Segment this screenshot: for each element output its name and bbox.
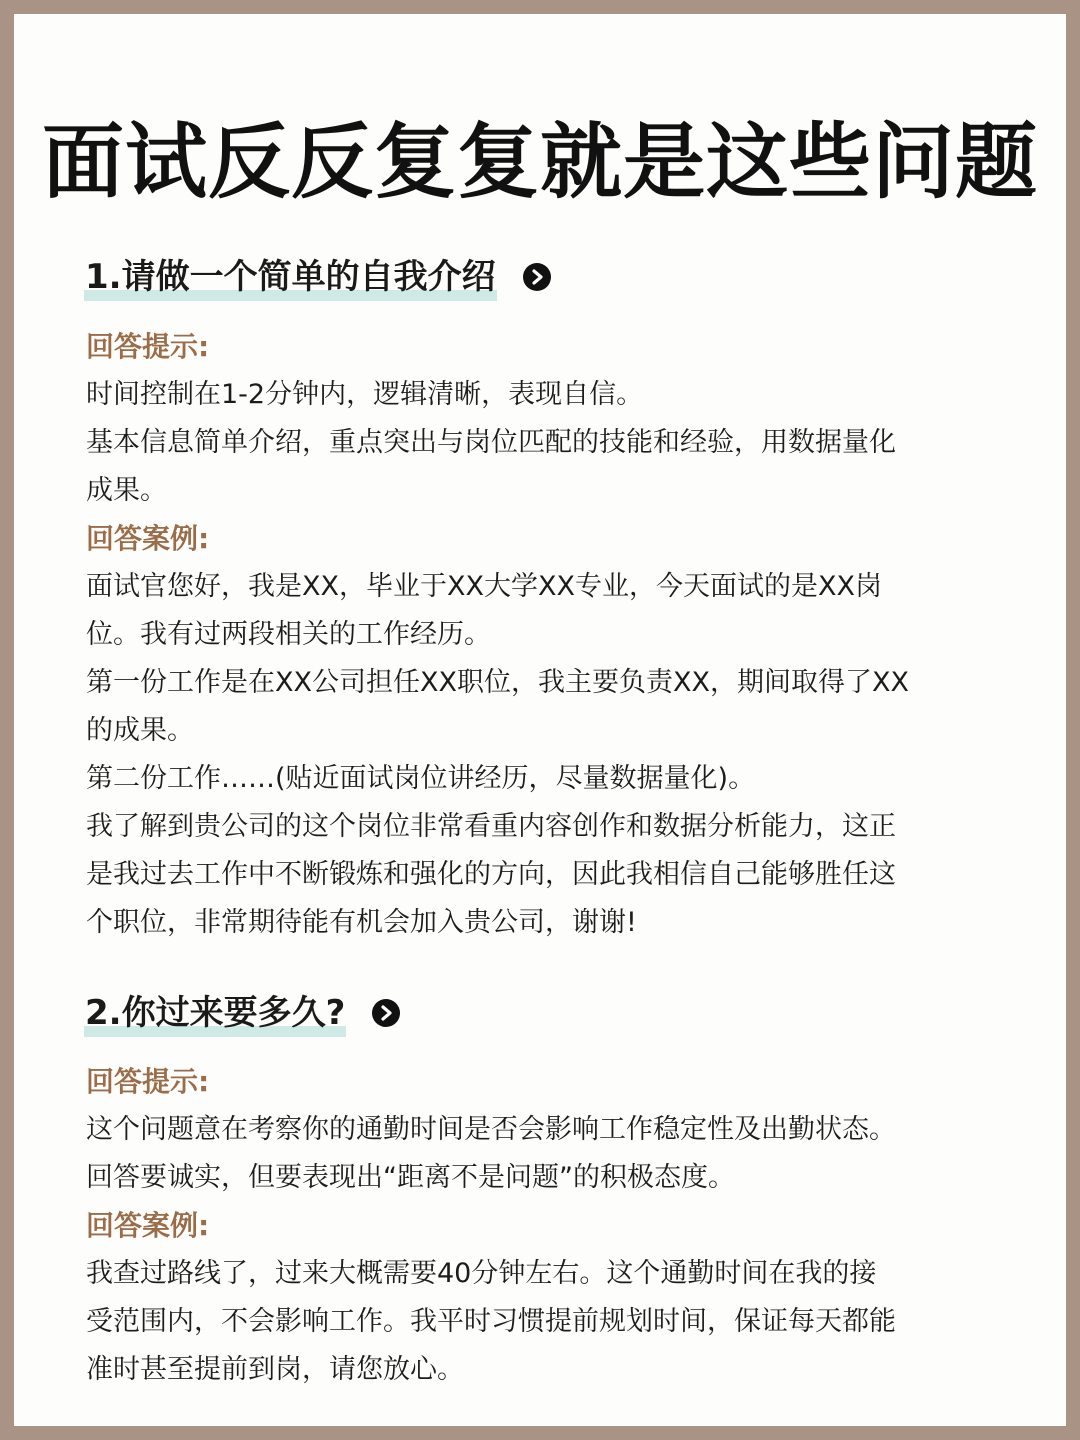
example-line: 面试官您好，我是XX，毕业于XX大学XX专业，今天面试的是XX岗 [86,571,882,602]
example-line: 第一份工作是在XX公司担任XX职位，我主要负责XX，期间取得了XX [86,667,909,698]
question-1-heading [84,252,551,302]
page-title: 面试反反复复就是这些问题 [41,114,1038,210]
hint-line: 基本信息简单介绍，重点突出与岗位匹配的技能和经验，用数据量化 [86,427,896,458]
example-line: 我了解到贵公司的这个岗位非常看重内容创作和数据分析能力，这正 [86,811,896,842]
hint-line: 成果。 [86,475,167,506]
hint-label: 回答提示: [86,1065,210,1098]
arrow-right-icon [372,999,400,1027]
example-line: 个职位，非常期待能有机会加入贵公司，谢谢! [86,907,637,938]
example-label: 回答案例: [86,1209,210,1242]
example-line: 位。我有过两段相关的工作经历。 [86,619,491,650]
example-label: 回答案例: [86,522,210,555]
question-2-heading [84,988,400,1038]
example-line: 我查过路线了，过来大概需要40分钟左右。这个通勤时间在我的接 [86,1258,877,1289]
question-1-title: 1.请做一个简单的自我介绍 [85,257,496,297]
hint-line: 这个问题意在考察你的通勤时间是否会影响工作稳定性及出勤状态。 [86,1114,896,1145]
question-1-body [86,323,1016,947]
example-line: 的成果。 [86,715,194,746]
example-line: 是我过去工作中不断锻炼和强化的方向，因此我相信自己能够胜任这 [86,859,896,890]
question-2-title: 2.你过来要多久? [85,993,346,1033]
question-2-body [86,1058,1016,1394]
example-line: 受范围内，不会影响工作。我平时习惯提前规划时间，保证每天都能 [86,1306,896,1337]
hint-line: 时间控制在1-2分钟内，逻辑清晰，表现自信。 [86,379,644,410]
hint-label: 回答提示: [86,330,210,363]
hint-line: 回答要诚实，但要表现出“距离不是问题”的积极态度。 [86,1162,735,1193]
example-line: 准时甚至提前到岗，请您放心。 [86,1354,464,1385]
example-line: 第二份工作……(贴近面试岗位讲经历，尽量数据量化)。 [86,763,756,794]
arrow-right-icon [523,263,551,291]
